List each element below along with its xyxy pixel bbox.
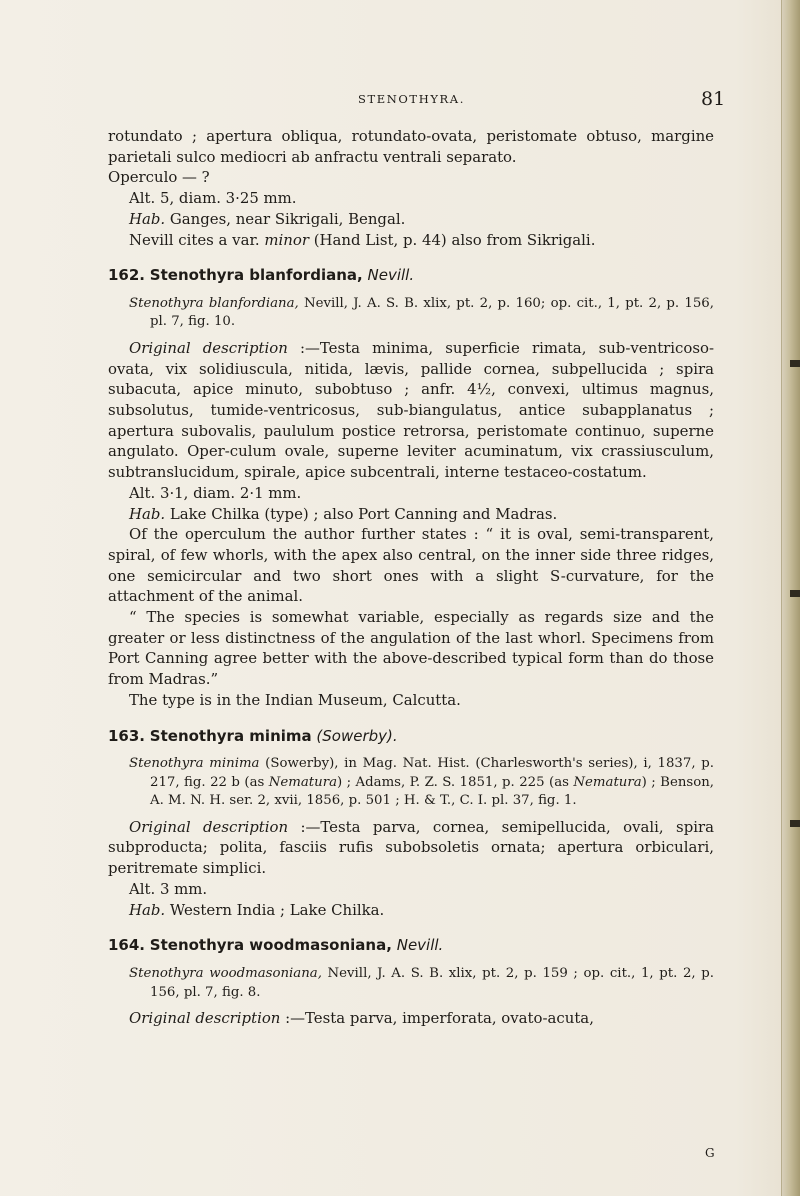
body-paragraph: “ The species is somewhat variable, especially as regards size and the greater or less distinctness of the angulation of the last whorl. Specimens from Port Canning agree better with the above-described typical form than do those from Madras.” [108,608,714,689]
running-head: STENOTHYRA. [358,92,465,106]
page-number: 81 [701,88,726,110]
species-heading: 164. Stenothyra woodmasoniana, Nevill. [108,936,444,955]
original-description: Original description :—Testa parva, imperforata, ovato-acuta, [129,1009,594,1027]
operculum-line: Operculo — ? [108,168,210,187]
original-description: Original description :—Testa parva, cornea, semipellucida, ovali, spira subproducta; polita, fasciis rufis subobsoletis ornata; apertura orbiculari, peritremate simplici. [108,817,714,878]
body-paragraph: Of the operculum the author further states : “ it is oval, semi-transparent, spiral, of few whorls, with the apex also central, on the inner side three ridges, one semicircular and two short ones with a slight S-curvature, for the attachment of the animal. [108,525,714,606]
alt-line: Alt. 5, diam. 3·25 mm. [129,189,297,208]
synonymy: Stenothyra woodmasoniana, Nevill, J. A. S. B. xlix, pt. 2, p. 159 ; op. cit., 1, pt. 2, p. 156, pl. 7, fig. 8. [129,966,714,1000]
hab-line: Hab. Lake Chilka (type) ; also Port Canning and Madras. [129,504,558,523]
page-body [108,126,714,1029]
original-description: Original description :—Testa minima, superficie rimata, sub-ventricoso-ovata, vix solidiuscula, nitida, lævis, pallide cornea, subpellucida ; spira subacuta, apice minuto, subobtuso ; anfr. 4½, convexi, ultimus magnus, subsolutus, tumide-ventricosus, sub-biangulatus, antice subapplanatus ; apertura subovalis, paululum postice retrorsa, peristomate continuo, superne angulato. Oper-culum ovale, superne leviter acuminatum, vix crassiusculum, subtranslucidum, spirale, apice subcentrali, interne testaceo-costatum. [108,338,714,482]
signature-mark: G [705,1146,715,1160]
synonymy: Stenothyra minima (Sowerby), in Mag. Nat. Hist. (Charlesworth's series), i, 1837, p. 217, fig. 22 b (as Nematura) ; Adams, P. Z. S. 1851, p. 225 (as Nematura) ; Benson, A. M. N. H. ser. 2, xvii, 1856, p. 501 ; H. & T., C. I. pl. 37, fig. 1. [129,756,714,809]
continuation-text: rotundato ; apertura obliqua, rotundato-ovata, peristomate obtuso, margine parietali sulco mediocri ab anfractu ventrali separato. [108,127,714,166]
page-edge [781,0,800,1196]
note-line: Nevill cites a var. minor (Hand List, p. 44) also from Sikrigali. [129,230,596,249]
body-paragraph: The type is in the Indian Museum, Calcutta. [129,690,461,709]
species-heading: 163. Stenothyra minima (Sowerby). [108,726,398,745]
page-header [0,88,800,116]
edge-mark [790,590,800,597]
hab-line: Hab. Ganges, near Sikrigali, Bengal. [129,209,406,228]
alt-line: Alt. 3·1, diam. 2·1 mm. [129,483,302,502]
alt-line: Alt. 3 mm. [129,879,208,898]
edge-mark [790,820,800,827]
edge-mark [790,360,800,367]
hab-line: Hab. Western India ; Lake Chilka. [129,900,385,919]
species-heading: 162. Stenothyra blanfordiana, Nevill. [108,266,415,285]
synonymy: Stenothyra blanfordiana, Nevill, J. A. S. B. xlix, pt. 2, p. 160; op. cit., 1, pt. 2, p. 156, pl. 7, fig. 10. [129,295,714,330]
